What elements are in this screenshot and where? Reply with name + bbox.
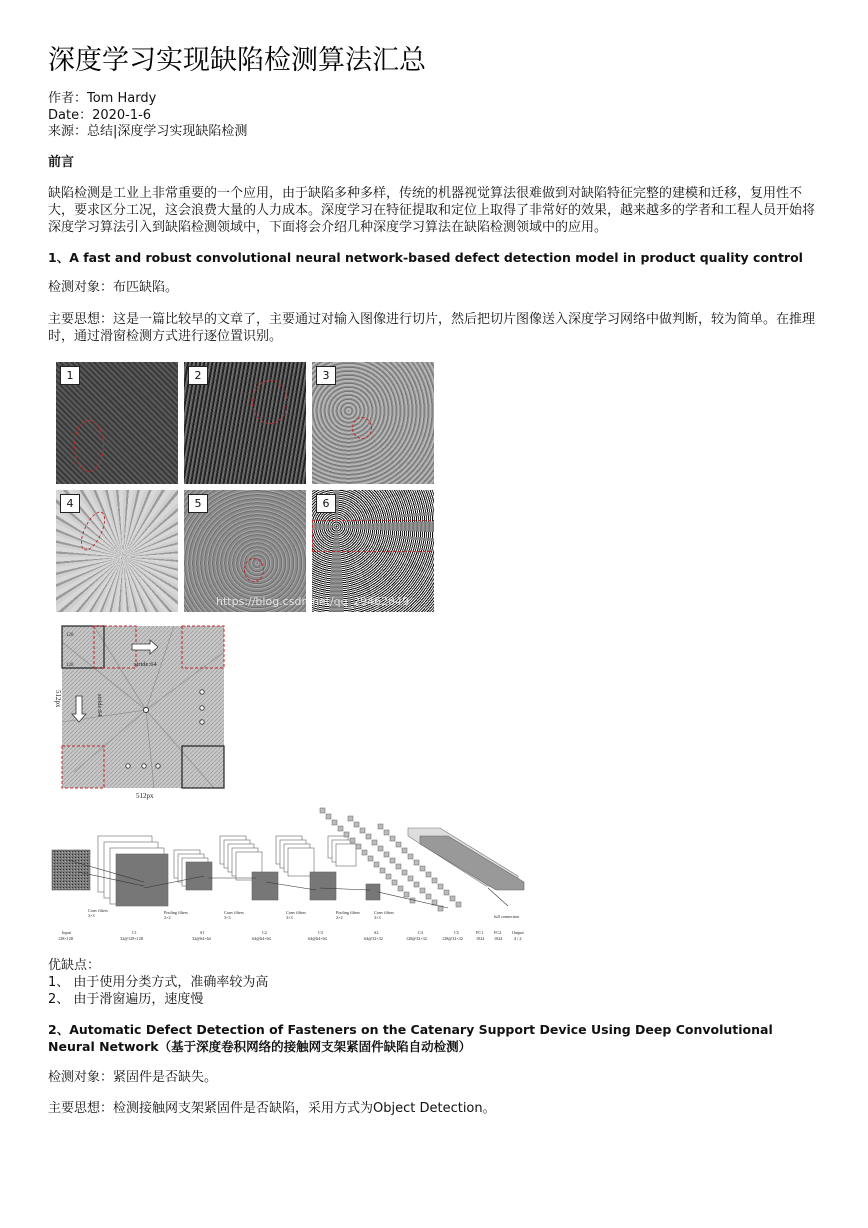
article-meta bbox=[48, 91, 247, 141]
cnn-layer-dim: 128@32×32 bbox=[442, 936, 463, 941]
section1-heading: 1、A fast and robust convolutional neural network-based defect detection model in product quality control bbox=[48, 250, 803, 265]
section2-target: 检测对象：紧固件是否缺失。 bbox=[48, 1070, 218, 1085]
fabric-tile bbox=[312, 490, 434, 612]
section2-heading: 2、Automatic Defect Detection of Fasteners on the Catenary Support Device Using Deep Convolutional Neural Network（基于深度卷积网络的接触网支架紧固件缺陷自动检测） bbox=[48, 1022, 773, 1054]
defect-marker bbox=[244, 558, 264, 582]
tile-number: 1 bbox=[60, 366, 80, 385]
fabric-tile bbox=[184, 362, 306, 484]
defect-marker bbox=[252, 380, 288, 424]
stride-horizontal-label: stride:64 bbox=[134, 661, 157, 668]
tile-number: 3 bbox=[316, 366, 336, 385]
cnn-layer-name: C3 bbox=[318, 930, 323, 935]
cnn-layer-name: C2 bbox=[262, 930, 267, 935]
cell-size-label: 128 bbox=[66, 633, 74, 638]
cnn-layer-labels bbox=[58, 908, 524, 941]
cnn-layer-name: FC2 bbox=[494, 930, 502, 935]
fabric-tile bbox=[56, 490, 178, 612]
cnn-op-label: Conv filters 3×3 bbox=[286, 910, 306, 920]
fabric-tile bbox=[56, 362, 178, 484]
cnn-op-label: full connection bbox=[494, 914, 520, 919]
cnn-layer-dim: 32@128×128 bbox=[120, 936, 143, 941]
tile-number: 6 bbox=[316, 494, 336, 513]
cnn-layer-name: FC1 bbox=[476, 930, 484, 935]
fabric-tile bbox=[184, 490, 306, 612]
stride-vertical-label: stride:64 bbox=[96, 694, 103, 717]
cnn-layer-dim: 1024 bbox=[494, 936, 503, 941]
cnn-layer-dim: 1024 bbox=[476, 936, 485, 941]
section1-target: 检测对象：布匹缺陷。 bbox=[48, 280, 179, 295]
tile-number: 2 bbox=[188, 366, 208, 385]
cnn-layer-dim: 4 / 2 bbox=[514, 936, 522, 941]
fabric-defect-grid bbox=[56, 362, 435, 614]
cnn-layer-dim: 64@64×64 bbox=[308, 936, 327, 941]
cnn-layer-dim: 64@64×64 bbox=[252, 936, 271, 941]
image-watermark: https://blog.csdn.net/qq_29462849 bbox=[216, 595, 410, 608]
defect-marker bbox=[312, 520, 434, 552]
source-line: 来源：总结|深度学习实现缺陷检测 bbox=[48, 124, 248, 139]
cnn-layer-name: C4 bbox=[418, 930, 423, 935]
cnn-layer-name: Input bbox=[62, 930, 71, 935]
pros-cons-item: 1、 由于使用分类方式，准确率较为高 bbox=[48, 975, 269, 990]
cnn-op-label: Pooling filters 2×2 bbox=[336, 910, 360, 920]
cnn-layer-name: C1 bbox=[132, 930, 137, 935]
section2-idea: 主要思想：检测接触网支架紧固件是否缺陷，采用方式为Object Detection。 bbox=[48, 1101, 496, 1116]
page-title: 深度学习实现缺陷检测算法汇总 bbox=[48, 45, 426, 76]
sliding-window-diagram bbox=[54, 622, 232, 800]
fabric-tile bbox=[312, 362, 434, 484]
cnn-architecture-figure bbox=[48, 806, 534, 944]
cnn-op-label: Pooling filters 2×2 bbox=[164, 910, 188, 920]
cnn-layer-dim: 128×128 bbox=[58, 936, 73, 941]
section1-idea: 主要思想：这是一篇比较早的文章了，主要通过对输入图像进行切片，然后把切片图像送入深度学习网络中做判断，较为简单。在推理时，通过滑窗检测方式进行逐位置识别。 bbox=[48, 312, 816, 344]
tile-number: 5 bbox=[188, 494, 208, 513]
cnn-layer-dim: 64@32×32 bbox=[364, 936, 383, 941]
cnn-layer-name: S1 bbox=[200, 930, 205, 935]
pros-cons-item: 2、 由于滑窗遍历，速度慢 bbox=[48, 992, 204, 1007]
width-label: 512px bbox=[136, 792, 154, 800]
sliding-window-figure bbox=[54, 622, 232, 800]
cnn-layer-name: C5 bbox=[454, 930, 459, 935]
height-label: 512px bbox=[54, 690, 62, 708]
date-line: Date：2020-1-6 bbox=[48, 107, 152, 123]
defect-marker bbox=[76, 508, 110, 554]
defect-marker bbox=[352, 417, 372, 439]
cnn-layer-name: S2 bbox=[374, 930, 379, 935]
preface-paragraph: 缺陷检测是工业上非常重要的一个应用，由于缺陷多种多样，传统的机器视觉算法很难做到对缺陷特征完整的建模和迁移，复用性不大，要求区分工况，这会浪费大量的人力成本。深度学习在特征提取和定位上取得了非常好的效果，越来越多的学者和工程人员开始将深度学习算法引入到缺陷检测领域中，下面将会介绍几种深度学习算法在缺陷检测领域中的应用。 bbox=[48, 186, 816, 235]
cnn-layer-name: Output bbox=[512, 930, 524, 935]
author-line: 作者：Tom Hardy bbox=[48, 91, 157, 106]
defect-marker bbox=[74, 420, 104, 472]
pros-cons-block bbox=[48, 957, 823, 1008]
cnn-op-label: Conv filters 3×3 bbox=[224, 910, 244, 920]
cnn-layer-dim: 32@64×64 bbox=[192, 936, 211, 941]
cnn-op-label: Conv filters 3×3 bbox=[88, 908, 108, 918]
cnn-op-label: Conv filters 3×3 bbox=[374, 910, 394, 920]
cnn-architecture-diagram bbox=[48, 806, 534, 944]
cell-size-label: 128 bbox=[66, 663, 74, 668]
preface-heading: 前言 bbox=[48, 155, 75, 170]
tile-number: 4 bbox=[60, 494, 80, 513]
pros-cons-title: 优缺点： bbox=[48, 958, 101, 973]
cnn-layer-dim: 128@32×32 bbox=[406, 936, 427, 941]
